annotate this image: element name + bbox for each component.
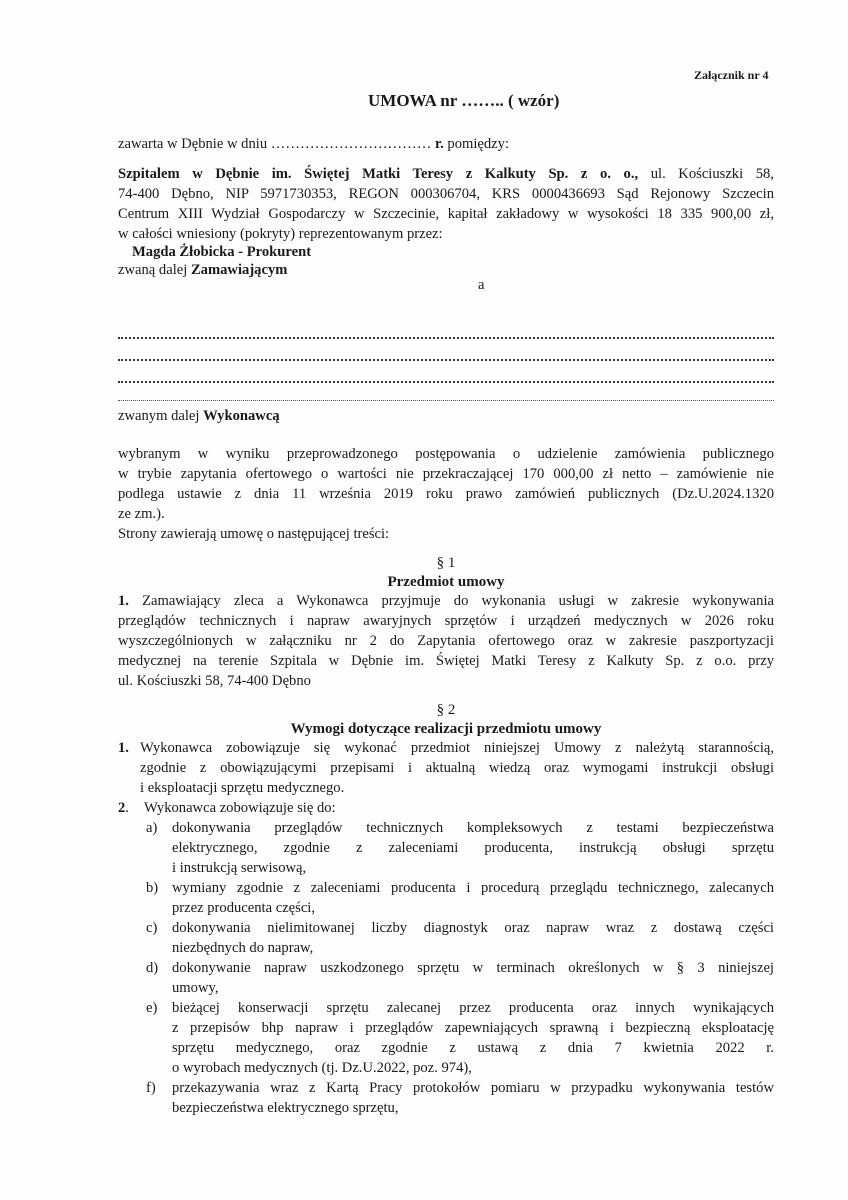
selection-line-2: w trybie zapytania ofertowego o wartości nie przekraczającej 170 000,00 zł netto – zamówienie nie (118, 466, 774, 482)
subitem-b-line-1: wymiany zgodnie z zaleceniami producenta i procedurą przeglądu technicznego, zalecanych (172, 880, 774, 896)
contractor-blank-line-4[interactable] (118, 396, 774, 401)
contractor-blank-line-1[interactable] (118, 333, 774, 339)
contract-title: UMOWA nr …….. ( wzór) (368, 91, 560, 110)
section2-item1-line-3: i eksploatacji sprzętu medycznego. (140, 780, 345, 796)
subitem-a-line-1: dokonywania przeglądów technicznych kompleksowych z testami bezpieczeństwa (172, 820, 774, 836)
party1-line-4: w całości wniesiony (pokryty) reprezentowanym przez: (118, 226, 443, 242)
section1-line-4: medycznej na terenie Szpitala w Dębnie im. Świętej Matki Teresy z Kalkuty Sp. z o.o. przy (118, 653, 774, 669)
section2-number: § 2 (436, 702, 456, 718)
subitem-f-line-1: przekazywania wraz z Kartą Pracy protokołów pomiaru w przypadku wykonywania testów (172, 1080, 774, 1096)
subitem-e-line-4: o wyrobach medycznych (tj. Dz.U.2022, poz. 974), (172, 1060, 472, 1076)
selection-line-4: ze zm.). (118, 506, 165, 522)
subitem-e-letter: e) (146, 1000, 158, 1016)
party2-called: zwanym dalej Wykonawcą (118, 408, 280, 424)
party1-line-2: 74-400 Dębno, NIP 5971730353, REGON 000306704, KRS 0000436693 Sąd Rejonowy Szczecin (118, 186, 774, 202)
subitem-e-line-2: z przepisów bhp napraw i przeglądów zapewniających sprawną i bezpieczną eksploatację (172, 1020, 774, 1036)
subitem-e-line-1: bieżącej konserwacji sprzętu zalecanej przez producenta oraz innych wynikających (172, 1000, 774, 1016)
date-placeholder: …………………………… (270, 136, 432, 152)
section1-line-1: 1. Zamawiający zleca a Wykonawca przyjmuje do wykonania usługi w zakresie wykonywania (118, 593, 774, 609)
subitem-b-line-2: przez producenta części, (172, 900, 316, 916)
section2-item1-number: 1. (118, 740, 129, 756)
section1-line-3: wyszczególnionych w załączniku nr 2 do Zapytania ofertowego oraz w zakresie paszportyzacji (118, 633, 774, 649)
section2-item1-line-1: Wykonawca zobowiązuje się wykonać przedmiot niniejszej Umowy z należytą starannością, (140, 740, 774, 756)
subitem-d-line-1: dokonywanie napraw uszkodzonego sprzętu w terminach określonych w § 3 niniejszej (172, 960, 774, 976)
subitem-d-letter: d) (146, 960, 159, 976)
party1-called: zwaną dalej Zamawiającym (118, 262, 288, 278)
section1-line-2: przeglądów technicznych i napraw awaryjnych sprzętów i urządzeń medycznych w 2026 roku (118, 613, 774, 629)
party1-line-3: Centrum XIII Wydział Gospodarczy w Szczecinie, kapitał zakładowy w wysokości 18 335 900,00 zł, (118, 206, 774, 222)
section1-title: Przedmiot umowy (387, 574, 505, 590)
section1-item-number: 1. (118, 593, 129, 609)
intro-r: r. (431, 136, 444, 152)
attachment-label: Załącznik nr 4 (694, 68, 769, 82)
section2-item1-line-2: zgodnie z obowiązującymi przepisami i aktualną wiedzą oraz wymogami instrukcji obsługi (140, 760, 774, 776)
subitem-a-line-3: i instrukcją serwisową, (172, 860, 307, 876)
subitem-c-letter: c) (146, 920, 158, 936)
intro-line (118, 134, 509, 154)
selection-line-1: wybranym w wyniku przeprowadzonego postępowania o udzielenie zamówienia publicznego (118, 446, 774, 462)
party1-name: Szpitalem w Dębnie im. Świętej Matki Teresy z Kalkuty Sp. z o. o., (118, 166, 639, 182)
zamawiajacy-label: Zamawiającym (190, 262, 288, 278)
representative: Magda Żłobicka - Prokurent (132, 244, 312, 260)
subitem-a-line-2: elektrycznego, zgodnie z zaleceniami producenta, instrukcją obsługi sprzętu (172, 840, 774, 856)
subitem-d-line-2: umowy, (172, 980, 219, 996)
selection-line-3: podlega ustawie z dnia 11 września 2019 roku prawo zamówień publicznych (Dz.U.2024.1320 (118, 486, 774, 502)
section1-line-5: ul. Kościuszki 58, 74-400 Dębno (118, 673, 311, 689)
intro-prefix: zawarta w Dębnie w dniu (118, 136, 271, 152)
contractor-blank-line-2[interactable] (118, 355, 774, 361)
and-word: a (478, 277, 485, 293)
wykonawca-label: Wykonawcą (203, 408, 280, 424)
contractor-blank-line-3[interactable] (118, 377, 774, 383)
subitem-c-line-2: niezbędnych do napraw, (172, 940, 314, 956)
section2-title: Wymogi dotyczące realizacji przedmiotu umowy (290, 721, 602, 737)
subitem-f-letter: f) (146, 1080, 156, 1096)
subitem-f-line-2: bezpieczeństwa elektrycznego sprzętu, (172, 1100, 399, 1116)
subitem-a-letter: a) (146, 820, 158, 836)
party1-line-1: Szpitalem w Dębnie im. Świętej Matki Teresy z Kalkuty Sp. z o. o., ul. Kościuszki 58, (118, 166, 774, 182)
section2-item2-number: 2. (118, 800, 129, 816)
subitem-e-line-3: sprzętu medycznego, oraz zgodnie z ustawą z dnia 7 kwietnia 2022 r. (172, 1040, 774, 1056)
subitem-b-letter: b) (146, 880, 159, 896)
section1-number: § 1 (436, 555, 456, 571)
section2-item2-line-1: Wykonawca zobowiązuje się do: (144, 800, 336, 816)
agreement-line: Strony zawierają umowę o następującej treści: (118, 526, 390, 542)
intro-suffix: pomiędzy: (443, 136, 510, 152)
subitem-c-line-1: dokonywania nielimitowanej liczby diagnostyk oraz napraw wraz z dostawą części (172, 920, 774, 936)
